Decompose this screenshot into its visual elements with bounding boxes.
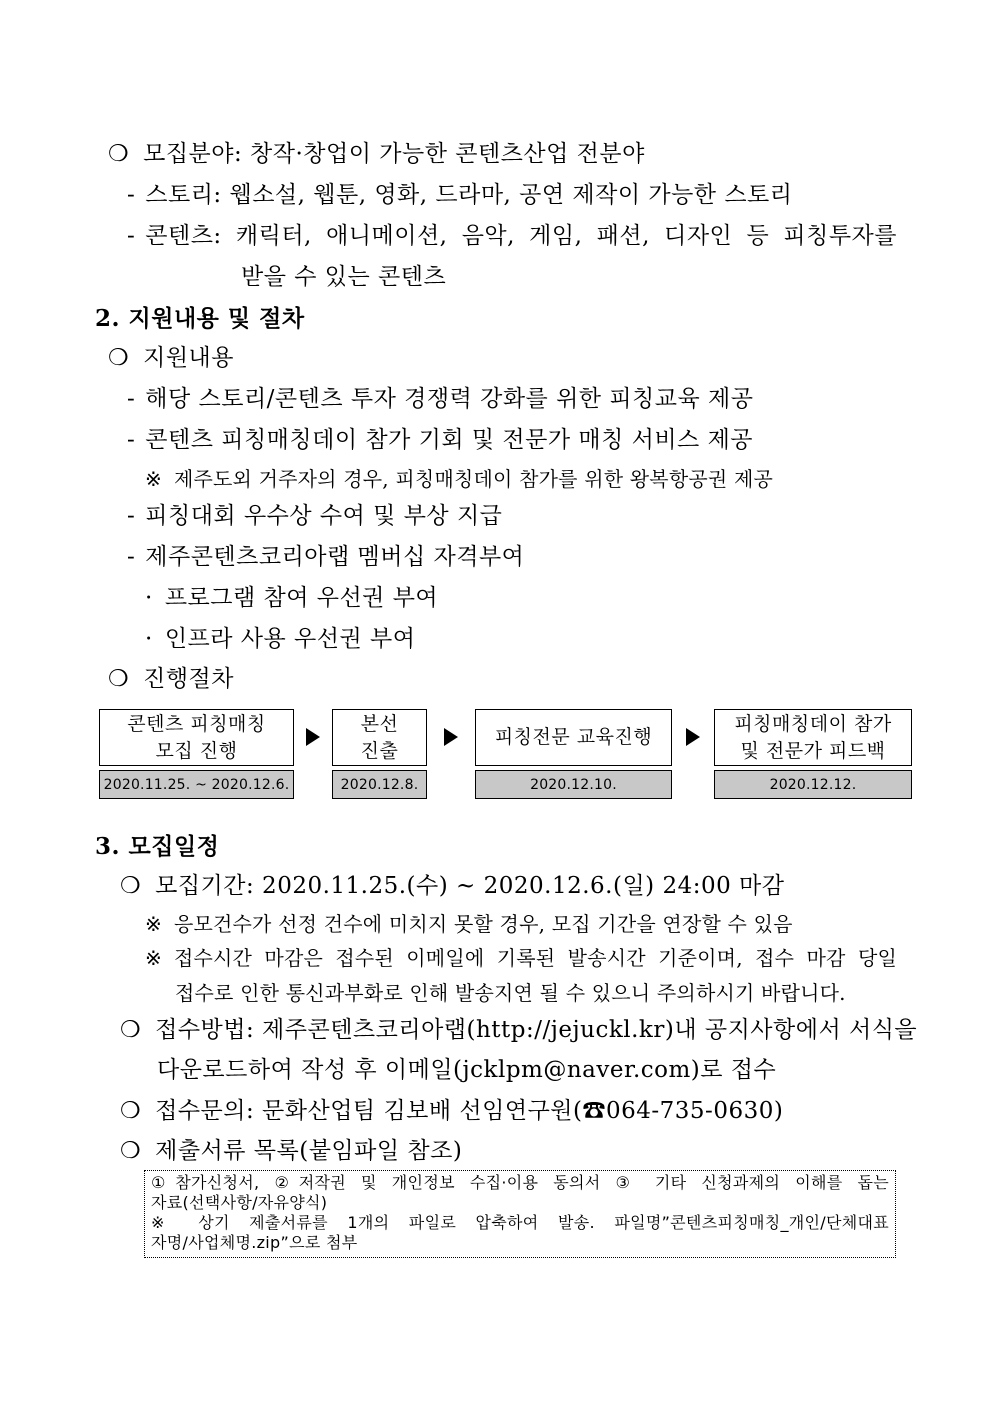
dash-bullet: - — [127, 386, 136, 412]
flow-step-1: 콘텐츠 피칭매칭 모집 진행 — [99, 709, 294, 766]
recruit-field-content: - 콘텐츠: 캐릭터, 애니메이션, 음악, 게임, 패션, 디자인 등 피칭투자를 — [127, 223, 897, 249]
circle-bullet-icon: ❍ — [120, 1017, 142, 1043]
dash-bullet: - — [127, 223, 136, 249]
submission-method-cont: 다운로드하여 작성 후 이메일(jcklpm@naver.com)로 접수 — [157, 1057, 777, 1083]
reference-mark: ※ — [145, 946, 162, 970]
reference-mark: ※ — [145, 467, 162, 491]
circle-bullet-icon: ❍ — [120, 1138, 142, 1164]
recruit-period: ❍ 모집기간: 2020.11.25.(수) ~ 2020.12.6.(일) 24:00 마감 — [120, 873, 785, 899]
circle-bullet-icon: ❍ — [120, 1098, 142, 1124]
period-note-1: ※ 응모건수가 선정 건수에 미치지 못할 경우, 모집 기간을 연장할 수 있음 — [145, 909, 793, 939]
support-item: - 해당 스토리/콘텐츠 투자 경쟁력 강화를 위한 피칭교육 제공 — [127, 386, 754, 412]
dot-bullet: · — [145, 626, 153, 652]
support-item: - 제주콘텐츠코리아랩 멤버십 자격부여 — [127, 544, 525, 570]
flow-step-3: 피칭전문 교육진행 — [475, 709, 672, 766]
procedure-title: ❍ 진행절차 — [108, 666, 234, 692]
flow-step-3-date: 2020.12.10. — [475, 770, 672, 799]
support-sub-item: · 인프라 사용 우선권 부여 — [145, 626, 416, 652]
recruit-field-content-cont: 받을 수 있는 콘텐츠 — [241, 264, 447, 290]
dash-bullet: - — [127, 182, 136, 208]
arrow-right-icon — [444, 728, 458, 746]
support-item: - 콘텐츠 피칭매칭데이 참가 기회 및 전문가 매칭 서비스 제공 — [127, 427, 754, 453]
period-note-2-cont: 접수로 인한 통신과부화로 인해 발송지연 될 수 있으니 주의하시기 바랍니다. — [175, 981, 846, 1005]
arrow-right-icon — [686, 728, 700, 746]
circle-bullet-icon: ❍ — [108, 141, 130, 167]
dash-bullet: - — [127, 427, 136, 453]
flow-step-1-date: 2020.11.25. ~ 2020.12.6. — [99, 770, 294, 799]
dot-bullet: · — [145, 585, 153, 611]
support-note: ※ 제주도외 거주자의 경우, 피칭매칭데이 참가를 위한 왕복항공권 제공 — [145, 464, 773, 494]
arrow-right-icon — [306, 728, 320, 746]
support-item: - 피칭대회 우수상 수여 및 부상 지급 — [127, 503, 503, 529]
section-3-heading: 3. 모집일정 — [95, 833, 220, 860]
documents-title: ❍ 제출서류 목록(붙임파일 참조) — [120, 1138, 463, 1164]
flow-step-4-date: 2020.12.12. — [714, 770, 912, 799]
support-title: ❍ 지원내용 — [108, 345, 234, 371]
dash-bullet: - — [127, 544, 136, 570]
submission-method: ❍ 접수방법: 제주콘텐츠코리아랩(http://jejuckl.kr)내 공지사항에서 서식을 — [120, 1017, 918, 1043]
circle-bullet-icon: ❍ — [108, 666, 130, 692]
submission-inquiry: ❍ 접수문의: 문화산업팀 김보배 선임연구원(☎064-735-0630) — [120, 1098, 784, 1124]
flow-step-2-date: 2020.12.8. — [332, 770, 427, 799]
flow-step-2: 본선 진출 — [332, 709, 427, 766]
period-note-2: ※ 접수시간 마감은 접수된 이메일에 기록된 발송시간 기준이며, 접수 마감 당일 — [145, 943, 897, 973]
documents-box: ①참가신청서, ②저작권 및 개인정보 수집·이용 동의서 ③ 기타 신청과제의 이해를 돕는 자료(선택사항/자유양식) ※ 상기 제출서류를 1개의 파일로 압축하여 발송. 파일명”콘텐츠피칭매칭_개인/단체대표 자명/사업체명.zip”으로 첨부 — [144, 1170, 896, 1258]
support-sub-item: · 프로그램 참여 우선권 부여 — [145, 585, 439, 611]
section-2-heading: 2. 지원내용 및 절차 — [95, 305, 305, 332]
recruit-field-story: - 스토리: 웹소설, 웹툰, 영화, 드라마, 공연 제작이 가능한 스토리 — [127, 182, 793, 208]
circle-bullet-icon: ❍ — [120, 873, 142, 899]
reference-mark: ※ — [145, 912, 162, 936]
flow-step-4: 피칭매칭데이 참가 및 전문가 피드백 — [714, 709, 912, 766]
recruit-field-title: ❍ 모집분야: 창작·창업이 가능한 콘텐츠산업 전분야 — [108, 141, 645, 167]
dash-bullet: - — [127, 503, 136, 529]
circle-bullet-icon: ❍ — [108, 345, 130, 371]
